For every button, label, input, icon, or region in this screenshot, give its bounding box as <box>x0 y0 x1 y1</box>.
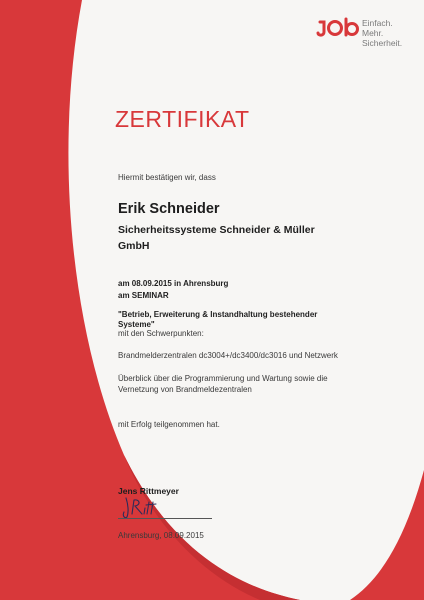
signature-place-date: Ahrensburg, 08.09.2015 <box>118 531 204 540</box>
company-logo <box>316 14 424 56</box>
topic-2-line-1: Überblick über die Programmierung und Wartung sowie die <box>118 374 328 383</box>
handwritten-signature <box>120 494 180 520</box>
company-line-2: GmbH <box>118 240 150 252</box>
tagline-line-3: Sicherheit. <box>362 38 403 48</box>
intro-text: Hiermit bestätigen wir, dass <box>118 173 216 182</box>
recipient-company <box>118 222 368 254</box>
seminar-title-line-1: "Betrieb, Erweiterung & Instandhaltung bestehender <box>118 310 318 319</box>
signer-name: Jens Rittmeyer <box>118 486 179 496</box>
event-type: am SEMINAR <box>118 291 169 300</box>
job-logo-icon <box>316 16 360 40</box>
seminar-title-line-2: Systeme" <box>118 320 155 329</box>
date-location: am 08.09.2015 in Ahrensburg <box>118 279 229 288</box>
closing-text: mit Erfolg teilgenommen hat. <box>118 420 220 429</box>
focus-intro: mit den Schwerpunkten: <box>118 329 204 338</box>
signature-line <box>118 518 212 519</box>
recipient-name: Erik Schneider <box>118 201 220 217</box>
company-line-1: Sicherheitssysteme Schneider & Müller <box>118 224 315 236</box>
tagline-line-1: Einfach. <box>362 18 393 28</box>
topic-1: Brandmelderzentralen dc3004+/dc3400/dc3016 und Netzwerk <box>118 351 338 360</box>
topic-2-line-2: Vernetzung von Brandmeldezentralen <box>118 385 252 394</box>
logo-tagline <box>362 18 402 48</box>
tagline-line-2: Mehr. <box>362 28 384 38</box>
certificate-title: ZERTIFIKAT <box>115 106 250 132</box>
